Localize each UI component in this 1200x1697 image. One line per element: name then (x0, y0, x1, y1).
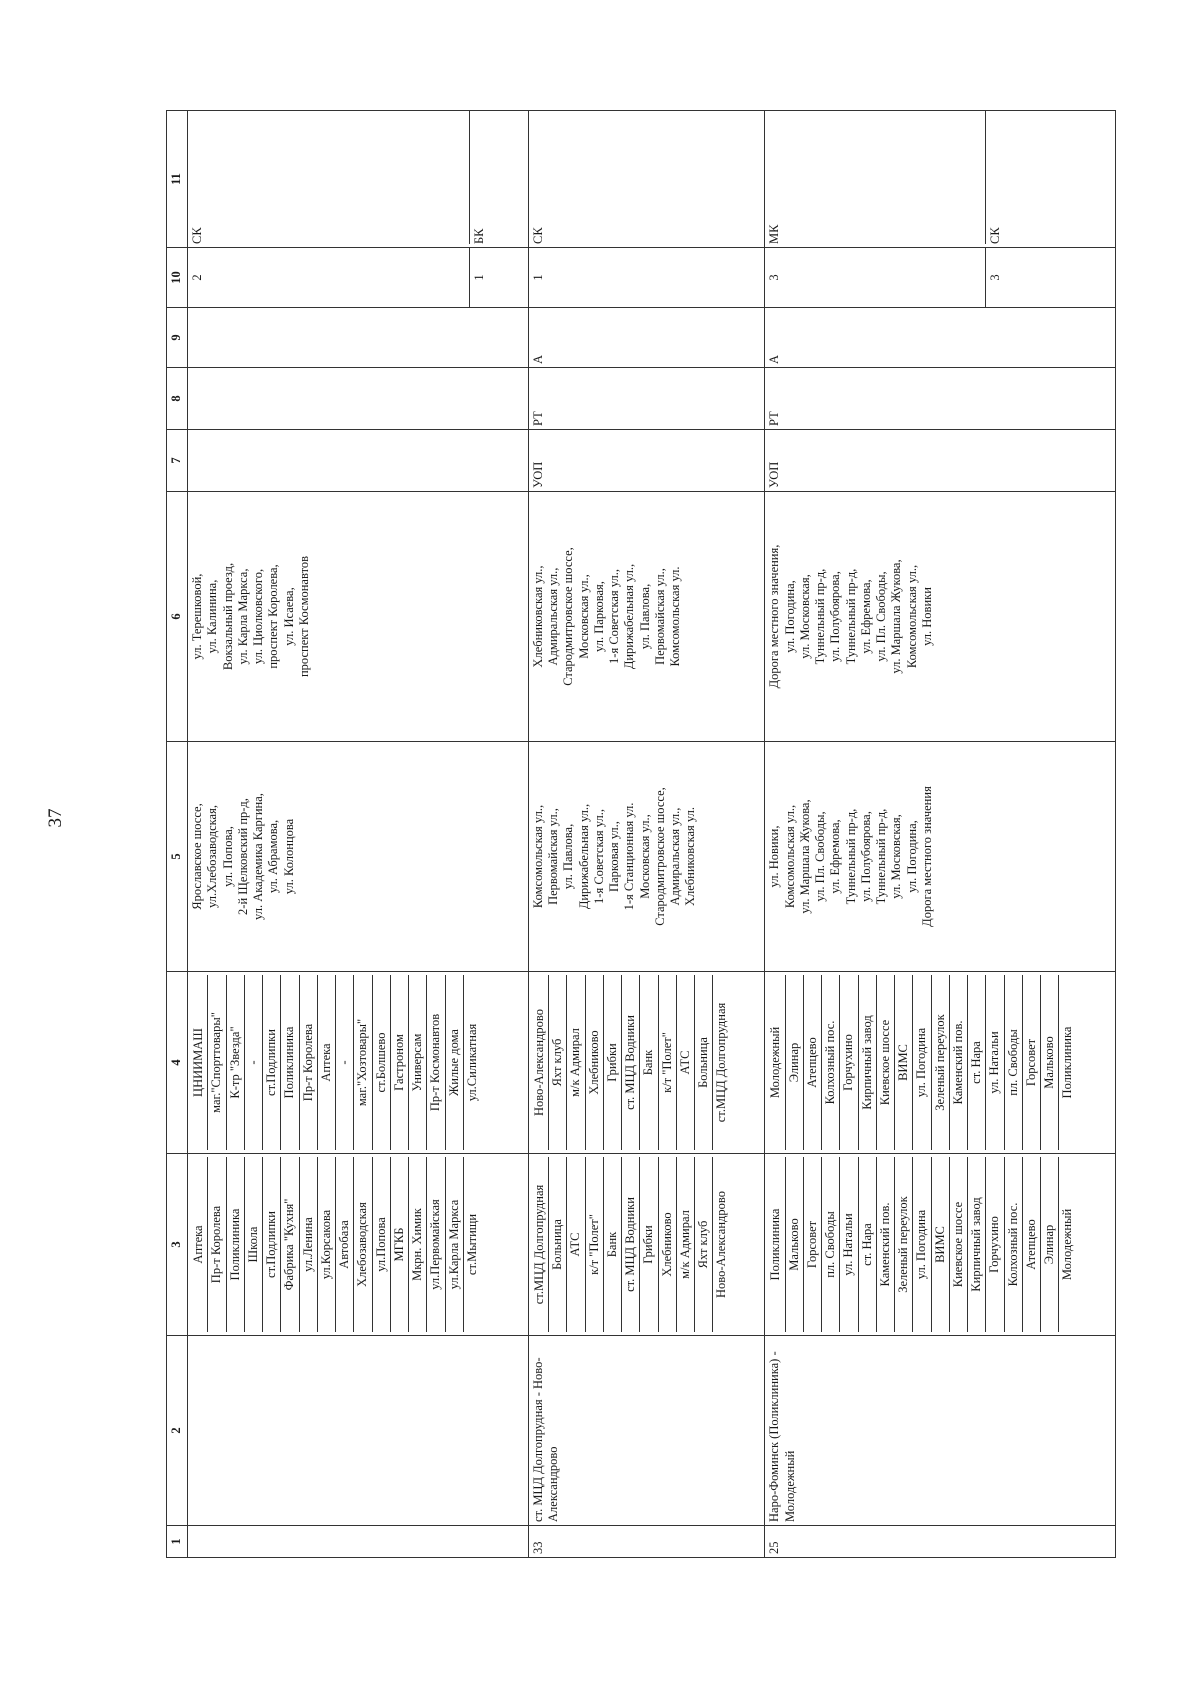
street-line: ул. Абрамова, (266, 819, 281, 894)
cell-stops-forward (765, 1154, 1116, 1336)
street-line: ул. Ефремова, (858, 579, 873, 654)
stop-item: ВИМС (895, 975, 913, 1150)
stop-item: Грибки (604, 975, 622, 1150)
cell-streets-back (528, 492, 765, 742)
street-line: 1-я Советская ул., (591, 809, 606, 904)
stop-item: ул.Корсакова (318, 1157, 336, 1332)
stop-item: Хлебниково (659, 1157, 677, 1332)
street-line: Московская ул., (576, 574, 591, 659)
street-line: ул. Погодина, (782, 580, 797, 653)
stop-item: Хлебозаводская (354, 1157, 372, 1332)
cell-col11 (188, 111, 529, 248)
col10-value: 1 (469, 248, 489, 307)
stop-item: ст. Нара (968, 975, 986, 1150)
stop-item: ул.Первомайская (427, 1157, 445, 1332)
header-cell: 8 (167, 368, 188, 430)
stop-item: Яхт клуб (695, 1157, 713, 1332)
stop-item: Универсам (409, 975, 427, 1150)
cell-route-number (188, 1526, 529, 1558)
header-cell: 5 (167, 742, 188, 972)
street-line: ул. Новики, (767, 825, 782, 888)
stop-item: Пр-т Королева (300, 975, 318, 1150)
col11-value: МК (767, 224, 782, 244)
page-number: 37 (45, 808, 66, 828)
street-line: Дирижабельная ул., (576, 803, 591, 910)
stop-item: - (245, 975, 263, 1150)
stop-item: Мкрн. Химик (409, 1157, 427, 1332)
cell-tariff: РТ (765, 368, 1116, 430)
col10-value: 2 (190, 274, 204, 281)
stop-item: Каменский пов. (950, 975, 968, 1150)
stop-list (531, 975, 731, 1150)
street-line: ул. Маршала Жукова, (889, 559, 904, 674)
stop-item: Грибки (640, 1157, 658, 1332)
stop-item: Ново-Александрово (531, 975, 549, 1150)
stop-item: ВИМС (932, 1157, 950, 1332)
stop-item: Хлебниково (586, 975, 604, 1150)
rotated-page (166, 111, 1116, 1558)
street-line: Комсомольская ул. (668, 566, 683, 667)
stop-item: к/т "Полет" (659, 975, 677, 1150)
street-line: ул. Маршала Жукова, (797, 799, 812, 914)
stop-item: ул.Ленина (300, 1157, 318, 1332)
street-line: проспект Космонавтов (296, 555, 311, 678)
street-line: ул. Пл. Свободы, (874, 571, 889, 662)
stop-item: ул. Натальи (840, 1157, 858, 1332)
cell-route-name: Наро-Фоминск (Поликлиника) - Молодежный (765, 1336, 1116, 1526)
stop-item: ст.Болшево (373, 975, 391, 1150)
stop-item: Киевское шоссе (877, 975, 895, 1150)
stop-item: ул. Натальи (986, 975, 1004, 1150)
cell-col10 (188, 248, 529, 308)
stop-item: ул. Погодина (913, 975, 931, 1150)
stop-item: Зеленый переулок (932, 975, 950, 1150)
stop-item: Поликлиника (281, 975, 299, 1150)
stop-item: Горчухино (986, 1157, 1004, 1332)
stop-item: Элинар (1041, 1157, 1059, 1332)
stop-item: Кирпичный завод (968, 1157, 986, 1332)
street-line: Московская ул., (637, 814, 652, 899)
street-line: ул. Колонцова (281, 818, 296, 895)
col11-value: СК (190, 227, 204, 244)
header-cell: 7 (167, 430, 188, 492)
stop-item: м/к Адмирал (677, 1157, 695, 1332)
stop-list (767, 975, 1076, 1150)
header-cell: 4 (167, 972, 188, 1154)
stop-item: ул. Погодина (913, 1157, 931, 1332)
stop-item: пл. Свободы (1005, 975, 1023, 1150)
cell-streets-forward (528, 742, 765, 972)
stop-item: Колхозный пос. (822, 975, 840, 1150)
street-line: ул. Павлова, (561, 823, 576, 890)
street-line: ул. Павлова, (637, 583, 652, 650)
stop-item: Горчухино (840, 975, 858, 1150)
street-line: ул. Исаева, (281, 587, 296, 646)
street-line: Хлебниковская ул. (683, 807, 698, 906)
cell-stops-forward (188, 1154, 529, 1336)
stop-item: Кирпичный завод (859, 975, 877, 1150)
street-line: ул. Пл. Свободы, (813, 811, 828, 902)
stop-item: Школа (245, 1157, 263, 1332)
stop-item: Элинар (786, 975, 804, 1150)
header-cell: 1 (167, 1526, 188, 1558)
stop-item: АТС (677, 975, 695, 1150)
stop-item: ст.МЦД Долгопрудная (531, 1157, 549, 1332)
street-line: Адмиральская ул., (546, 567, 561, 666)
cell-vehicle-class: СК (528, 111, 765, 248)
cell-stops-back (528, 972, 765, 1154)
cell-stops-back (188, 972, 529, 1154)
stop-item: Банк (604, 1157, 622, 1332)
street-line: Первомайская ул., (546, 808, 561, 905)
stop-item: Аптека (318, 975, 336, 1150)
cell-col7 (188, 430, 529, 492)
street-line: ул. Новики (919, 587, 934, 646)
stop-item: ул.Силикатная (464, 1023, 479, 1102)
street-line: ул. Московская, (889, 814, 904, 899)
street-line: Дирижабельная ул., (622, 563, 637, 670)
stop-item: маг."Спорттовары" (208, 975, 226, 1150)
street-line: ул. Карла Маркса, (235, 568, 250, 665)
street-line: Дорога местного значения, (767, 544, 782, 689)
street-line: ул. Циолковского, (251, 568, 265, 665)
street-line: Стародмитровское шоссе, (561, 547, 576, 686)
stop-item: ст.Подлипки (263, 1157, 281, 1332)
stop-item: Пр-т Космонавтов (427, 975, 445, 1150)
street-line: ул. Академика Каргина, (251, 793, 265, 920)
street-line: Дорога местного значения (919, 786, 934, 927)
street-line: ул. Московская, (797, 574, 812, 659)
stop-item: Атепцево (804, 975, 822, 1150)
table-row (765, 111, 1116, 1558)
stop-item: Автобаза (336, 1157, 354, 1332)
stop-item: ст. МЦД Водники (622, 975, 640, 1150)
stop-item: ЦНИИМАШ (190, 975, 208, 1150)
street-line: ул. Попова, (220, 826, 235, 887)
street-line: Ярославское шоссе, (190, 803, 204, 910)
routes-table (166, 110, 1116, 1558)
stop-item: Банк (640, 975, 658, 1150)
stop-item: ул.Карла Маркса (446, 1157, 464, 1332)
street-line: Парковая ул., (607, 821, 622, 892)
stop-list (531, 1157, 731, 1332)
street-line: Стародмитровское шоссе, (652, 787, 667, 926)
cell-transport-mode: УОП (528, 430, 765, 492)
stop-item: Киевское шоссе (950, 1157, 968, 1332)
header-cell: 6 (167, 492, 188, 742)
stop-item: маг."Хозтовары" (354, 975, 372, 1150)
cell-route-number: 25 (765, 1526, 1116, 1558)
stop-item: ст. МЦД Водники (622, 1157, 640, 1332)
street-line: Туннельный пр-д, (813, 568, 828, 665)
street-line: ул. Парковая, (591, 581, 606, 652)
cell-tariff: РТ (528, 368, 765, 430)
stop-item: к/т "Полет" (586, 1157, 604, 1332)
stop-item: Больница (695, 975, 713, 1150)
street-line: ул. Полубоярова, (828, 571, 843, 662)
stop-item: пл. Свободы (822, 1157, 840, 1332)
stop-item: - (336, 975, 354, 1150)
header-row (167, 111, 188, 1558)
cell-transport-mode: УОП (765, 430, 1116, 492)
stop-item: ст.Мытищи (464, 1213, 479, 1276)
street-line: Туннельный пр-д, (843, 568, 858, 665)
stop-item: ул.Попова (373, 1157, 391, 1332)
stop-item: Мальково (786, 1157, 804, 1332)
stop-item: АТС (567, 1157, 585, 1332)
street-line: ул. Полубоярова, (858, 811, 873, 902)
stop-list (190, 1157, 481, 1332)
col11-value: БК (469, 111, 489, 244)
cell-vehicle-type: А (765, 308, 1116, 368)
stop-item: Яхт клуб (549, 975, 567, 1150)
stop-item: Поликлиника (1060, 1026, 1075, 1099)
stop-item: ст. Нара (859, 1157, 877, 1332)
stop-item: Аптека (190, 1157, 208, 1332)
cell-vehicle-class (765, 111, 1116, 248)
stop-item: ст.МЦД Долгопрудная (714, 1002, 729, 1123)
cell-stops-forward (528, 1154, 765, 1336)
stop-item: ст.Подлипки (263, 975, 281, 1150)
street-line: 2-й Щелковский пр-д, (235, 798, 250, 915)
cell-streets-forward (765, 742, 1116, 972)
stop-item: Пр-т Королева (208, 1157, 226, 1332)
street-line: ул. Терешковой, (190, 573, 204, 660)
stop-item: Каменский пов. (877, 1157, 895, 1332)
stop-item: Атепцево (1023, 1157, 1041, 1332)
stop-item: Фабрика "Кухня" (281, 1157, 299, 1332)
stop-item: Молодежный (1060, 1208, 1075, 1281)
stop-item: Мальково (1041, 975, 1059, 1150)
cell-col9 (188, 308, 529, 368)
cell-vehicle-count: 1 (528, 248, 765, 308)
street-line: Туннельный пр-д, (843, 808, 858, 905)
street-line: ул. Погодина, (904, 820, 919, 893)
street-line: Первомайская ул., (652, 568, 667, 665)
cell-col8 (188, 368, 529, 430)
cell-stops-back (765, 972, 1116, 1154)
col10-value: 3 (767, 274, 782, 281)
street-line: Хлебниковская ул., (530, 565, 545, 668)
street-line: проспект Королева, (266, 564, 281, 669)
cell-route-name: ст. МЦД Долгопрудная - Ново-Александрово (528, 1336, 765, 1526)
header-cell: 2 (167, 1336, 188, 1526)
header-cell: 3 (167, 1154, 188, 1336)
stop-item: Гастроном (391, 975, 409, 1150)
cell-route-name (188, 1336, 529, 1526)
street-line: Комсомольская ул., (904, 564, 919, 669)
stop-item: Жилые дома (446, 975, 464, 1150)
table-row (188, 111, 529, 1558)
stop-list (190, 975, 481, 1150)
street-line: ул.Хлебозаводская, (205, 805, 220, 908)
stop-item: К-тр "Звезда" (227, 975, 245, 1150)
street-line: 1-я Советская ул., (607, 569, 622, 664)
stop-item: Поликлиника (767, 1157, 785, 1332)
col10-value: 3 (985, 248, 1005, 307)
stop-list (767, 1157, 1076, 1332)
stop-item: Горсовет (1023, 975, 1041, 1150)
street-line: ул. Калинина, (205, 579, 220, 654)
cell-streets-back (188, 492, 529, 742)
street-line: ул. Ефремова, (828, 819, 843, 894)
stop-item: Больница (549, 1157, 567, 1332)
stop-item: м/к Адмирал (567, 975, 585, 1150)
header-cell: 9 (167, 308, 188, 368)
stop-item: Поликлиника (227, 1157, 245, 1332)
street-line: 1-я Станционная ул. (622, 802, 637, 911)
cell-streets-back (765, 492, 1116, 742)
stop-item: Горсовет (804, 1157, 822, 1332)
stop-item: Ново-Александрово (714, 1191, 729, 1298)
cell-streets-forward (188, 742, 529, 972)
cell-vehicle-count (765, 248, 1116, 308)
stop-item: МГКБ (391, 1157, 409, 1332)
cell-vehicle-type: А (528, 308, 765, 368)
header-cell: 11 (167, 111, 188, 248)
stop-item: Колхозный пос. (1005, 1157, 1023, 1332)
stop-item: Молодежный (767, 975, 785, 1150)
street-line: Вокзальный проезд, (220, 562, 235, 671)
street-line: Комсомольская ул., (530, 804, 545, 909)
header-cell: 10 (167, 248, 188, 308)
street-line: Адмиральская ул., (668, 807, 683, 906)
stop-item: Зеленый переулок (895, 1157, 913, 1332)
street-line: Комсомольская ул., (782, 804, 797, 909)
col11-value: СК (985, 111, 1005, 244)
street-line: Туннельный пр-д, (874, 808, 889, 905)
table-row (528, 111, 765, 1558)
cell-route-number: 33 (528, 1526, 765, 1558)
